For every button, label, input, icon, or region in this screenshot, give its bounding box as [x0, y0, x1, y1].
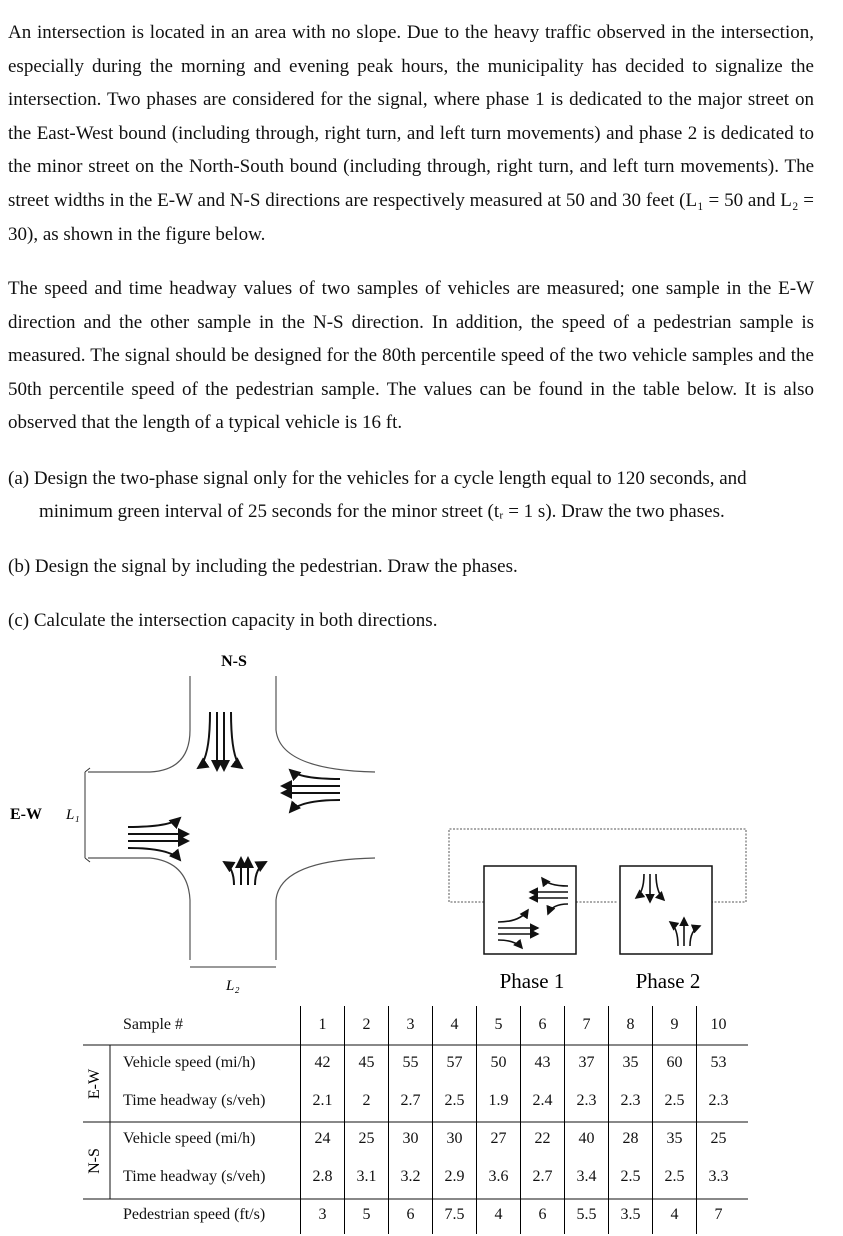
table-row [83, 1082, 740, 1120]
southbound-arrows-icon [198, 712, 242, 770]
table-cell: 57 [433, 1044, 477, 1082]
ew-direction-label: E-W [10, 806, 42, 823]
sample-number-cell: 4 [433, 1006, 477, 1044]
ns-group-label: N-S [86, 1148, 103, 1174]
table-cell: 55 [389, 1044, 433, 1082]
table-cell: 1.9 [477, 1082, 521, 1120]
table-row [83, 1044, 740, 1082]
table-cell: 3.1 [345, 1158, 389, 1196]
table-cell: 4 [653, 1196, 697, 1234]
table-cell: 6 [389, 1196, 433, 1234]
table-cell: 40 [565, 1120, 609, 1158]
table-cell: 2.5 [653, 1158, 697, 1196]
sample-number-cell: 6 [521, 1006, 565, 1044]
table-cell: 2.8 [301, 1158, 345, 1196]
question-a-line1: (a) Design the two-phase signal only for the vehicles for a cycle length equal to 120 seconds, and [8, 468, 747, 489]
phase1-movements-icon [498, 878, 568, 948]
table-cell: 2 [345, 1082, 389, 1120]
row-label: Pedestrian speed (ft/s) [123, 1206, 266, 1223]
problem-paragraph-1: An intersection is located in an area with no slope. Due to the heavy traffic observed in the intersection, especially during the morning and evening peak hours, the municipality has decided to signalize the intersection. Two phases are considered for the signal, where phase 1 is dedicated to the major street on the East-West bound (including through, right turn, and left turn movements) and phase 2 is dedicated to the minor street on the North-South bound (including through, right turn, and left turn movements). The street widths in the E-W and N-S directions are respectively measured at 50 and 30 feet (L₁ = 50 and L₂ = 30), as shown in the figure below. [8, 22, 814, 245]
phase-diagram [449, 829, 746, 954]
phase2-box [620, 866, 712, 954]
row-label: Vehicle speed (mi/h) [123, 1054, 256, 1071]
table-cell: 5 [345, 1196, 389, 1234]
sample-number-cell: 5 [477, 1006, 521, 1044]
phase1-label: Phase 1 [499, 969, 565, 993]
l1-label: L₁ [66, 807, 80, 823]
table-cell: 3.5 [609, 1196, 653, 1234]
table-cell: 3.6 [477, 1158, 521, 1196]
phase2-movements-icon [636, 874, 700, 946]
problem-paragraph-2: The speed and time headway values of two samples of vehicles are measured; one sample in the E-W direction and the other sample in the N-S direction. In addition, the speed of a pedestrian sample is measured. The signal should be designed for the 80th percentile speed of the two vehicle samples and the 50th percentile speed of the pedestrian sample. The values can be found in the table below. It is also observed that the length of a typical vehicle is 16 ft. [8, 278, 814, 434]
table-cell: 53 [697, 1044, 741, 1082]
question-a-line2: minimum green interval of 25 seconds for the minor street (tᵣ = 1 s). Draw the two phases. [39, 501, 725, 522]
table-cell: 2.3 [565, 1082, 609, 1120]
table-cell: 4 [477, 1196, 521, 1234]
table-cell: 35 [653, 1120, 697, 1158]
table-row [83, 1120, 740, 1158]
table-cell: 22 [521, 1120, 565, 1158]
table-cell: 2.1 [301, 1082, 345, 1120]
table-cell: 3.2 [389, 1158, 433, 1196]
table-cell: 2.5 [653, 1082, 697, 1120]
sample-header-label: Sample # [123, 1016, 183, 1033]
table-cell: 2.3 [697, 1082, 741, 1120]
table-cell: 42 [301, 1044, 345, 1082]
sample-number-cell: 10 [697, 1006, 741, 1044]
sample-number-cell: 1 [301, 1006, 345, 1044]
sample-number-cell: 2 [345, 1006, 389, 1044]
table-cell: 2.5 [433, 1082, 477, 1120]
table-cell: 5.5 [565, 1196, 609, 1234]
table-cell: 35 [609, 1044, 653, 1082]
table-cell: 2.7 [521, 1158, 565, 1196]
table-cell: 25 [345, 1120, 389, 1158]
table-cell: 60 [653, 1044, 697, 1082]
sample-number-cell: 7 [565, 1006, 609, 1044]
table-cell: 3 [301, 1196, 345, 1234]
table-cell: 50 [477, 1044, 521, 1082]
question-b: (b) Design the signal by including the pedestrian. Draw the phases. [8, 556, 518, 577]
table-cell: 3.4 [565, 1158, 609, 1196]
table-header-row [83, 1006, 740, 1044]
ns-direction-label: N-S [221, 653, 247, 670]
eastbound-arrows-icon [128, 818, 188, 860]
table-cell: 25 [697, 1120, 741, 1158]
table-cell: 24 [301, 1120, 345, 1158]
l2-label: L₂ [226, 978, 240, 994]
table-cell: 27 [477, 1120, 521, 1158]
table-cell: 28 [609, 1120, 653, 1158]
table-cell: 2.5 [609, 1158, 653, 1196]
sample-number-cell: 8 [609, 1006, 653, 1044]
table-cell: 2.9 [433, 1158, 477, 1196]
sample-data-table [83, 1006, 740, 1234]
row-label: Time headway (s/veh) [123, 1168, 266, 1185]
table-row [83, 1196, 740, 1234]
table-cell: 2.7 [389, 1082, 433, 1120]
northbound-arrows-icon [224, 858, 266, 885]
table-cell: 2.3 [609, 1082, 653, 1120]
table-cell: 2.4 [521, 1082, 565, 1120]
ew-group-label: E-W [86, 1068, 103, 1100]
table-cell: 7.5 [433, 1196, 477, 1234]
table-row [83, 1158, 740, 1196]
table-cell: 3.3 [697, 1158, 741, 1196]
table-cell: 30 [389, 1120, 433, 1158]
phase2-label: Phase 2 [635, 969, 701, 993]
table-cell: 37 [565, 1044, 609, 1082]
table-cell: 45 [345, 1044, 389, 1082]
row-label: Vehicle speed (mi/h) [123, 1130, 256, 1147]
sample-number-cell: 9 [653, 1006, 697, 1044]
table-cell: 30 [433, 1120, 477, 1158]
westbound-arrows-icon [282, 770, 340, 812]
question-c: (c) Calculate the intersection capacity in both directions. [8, 610, 438, 631]
table-cell: 43 [521, 1044, 565, 1082]
table-cell: 6 [521, 1196, 565, 1234]
sample-number-cell: 3 [389, 1006, 433, 1044]
row-label: Time headway (s/veh) [123, 1092, 266, 1109]
table-cell: 7 [697, 1196, 741, 1234]
phase1-box [484, 866, 576, 954]
